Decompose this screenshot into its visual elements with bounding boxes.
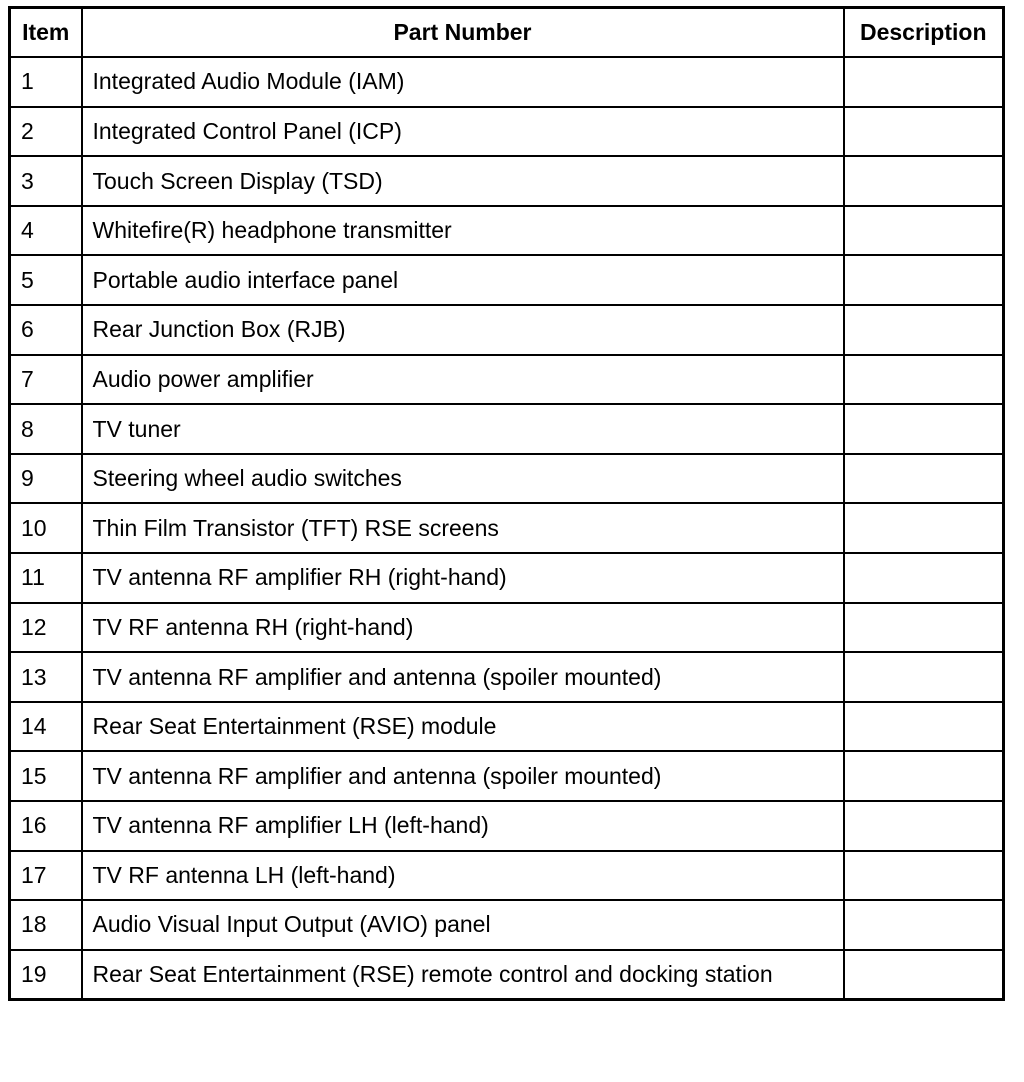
item-cell: 14 [10,702,82,752]
part-number-cell: Portable audio interface panel [82,255,844,305]
item-cell: 11 [10,553,82,603]
item-cell: 6 [10,305,82,355]
table-row [10,305,1004,355]
description-cell [844,355,1004,405]
table-row [10,255,1004,305]
header-item: Item [10,8,82,58]
description-cell [844,503,1004,553]
description-cell [844,851,1004,901]
item-cell: 17 [10,851,82,901]
item-cell: 1 [10,57,82,107]
item-cell: 4 [10,206,82,256]
description-cell [844,603,1004,653]
table-row [10,57,1004,107]
table-body [10,57,1004,999]
item-cell: 16 [10,801,82,851]
part-number-cell: TV RF antenna LH (left-hand) [82,851,844,901]
table-row [10,950,1004,1000]
table-row [10,404,1004,454]
header-description: Description [844,8,1004,58]
part-number-cell: Steering wheel audio switches [82,454,844,504]
part-number-cell: Integrated Audio Module (IAM) [82,57,844,107]
header-row [10,8,1004,58]
part-number-cell: Thin Film Transistor (TFT) RSE screens [82,503,844,553]
table-row [10,751,1004,801]
part-number-cell: Rear Junction Box (RJB) [82,305,844,355]
item-cell: 7 [10,355,82,405]
table-row [10,603,1004,653]
description-cell [844,454,1004,504]
part-number-cell: Rear Seat Entertainment (RSE) remote control and docking station [82,950,844,1000]
item-cell: 18 [10,900,82,950]
table-header [10,8,1004,58]
part-number-cell: TV antenna RF amplifier and antenna (spoiler mounted) [82,652,844,702]
description-cell [844,702,1004,752]
table-row [10,107,1004,157]
item-cell: 10 [10,503,82,553]
description-cell [844,900,1004,950]
part-number-cell: Whitefire(R) headphone transmitter [82,206,844,256]
table-row [10,801,1004,851]
part-number-cell: TV tuner [82,404,844,454]
item-cell: 2 [10,107,82,157]
table-row [10,702,1004,752]
part-number-cell: TV antenna RF amplifier RH (right-hand) [82,553,844,603]
description-cell [844,206,1004,256]
description-cell [844,652,1004,702]
part-number-cell: Touch Screen Display (TSD) [82,156,844,206]
description-cell [844,305,1004,355]
description-cell [844,950,1004,1000]
part-number-cell: Integrated Control Panel (ICP) [82,107,844,157]
item-cell: 8 [10,404,82,454]
table-row [10,503,1004,553]
item-cell: 15 [10,751,82,801]
part-number-cell: Audio Visual Input Output (AVIO) panel [82,900,844,950]
part-number-cell: TV antenna RF amplifier and antenna (spoiler mounted) [82,751,844,801]
item-cell: 12 [10,603,82,653]
item-cell: 9 [10,454,82,504]
description-cell [844,404,1004,454]
part-number-cell: TV antenna RF amplifier LH (left-hand) [82,801,844,851]
table-row [10,851,1004,901]
table-row [10,206,1004,256]
table-row [10,900,1004,950]
parts-table [8,6,1005,1001]
item-cell: 13 [10,652,82,702]
description-cell [844,107,1004,157]
item-cell: 3 [10,156,82,206]
description-cell [844,553,1004,603]
item-cell: 5 [10,255,82,305]
table-row [10,156,1004,206]
table-row [10,652,1004,702]
description-cell [844,255,1004,305]
part-number-cell: Rear Seat Entertainment (RSE) module [82,702,844,752]
item-cell: 19 [10,950,82,1000]
table-row [10,454,1004,504]
part-number-cell: TV RF antenna RH (right-hand) [82,603,844,653]
table-row [10,553,1004,603]
description-cell [844,751,1004,801]
table-row [10,355,1004,405]
description-cell [844,156,1004,206]
part-number-cell: Audio power amplifier [82,355,844,405]
description-cell [844,57,1004,107]
header-part-number: Part Number [82,8,844,58]
description-cell [844,801,1004,851]
